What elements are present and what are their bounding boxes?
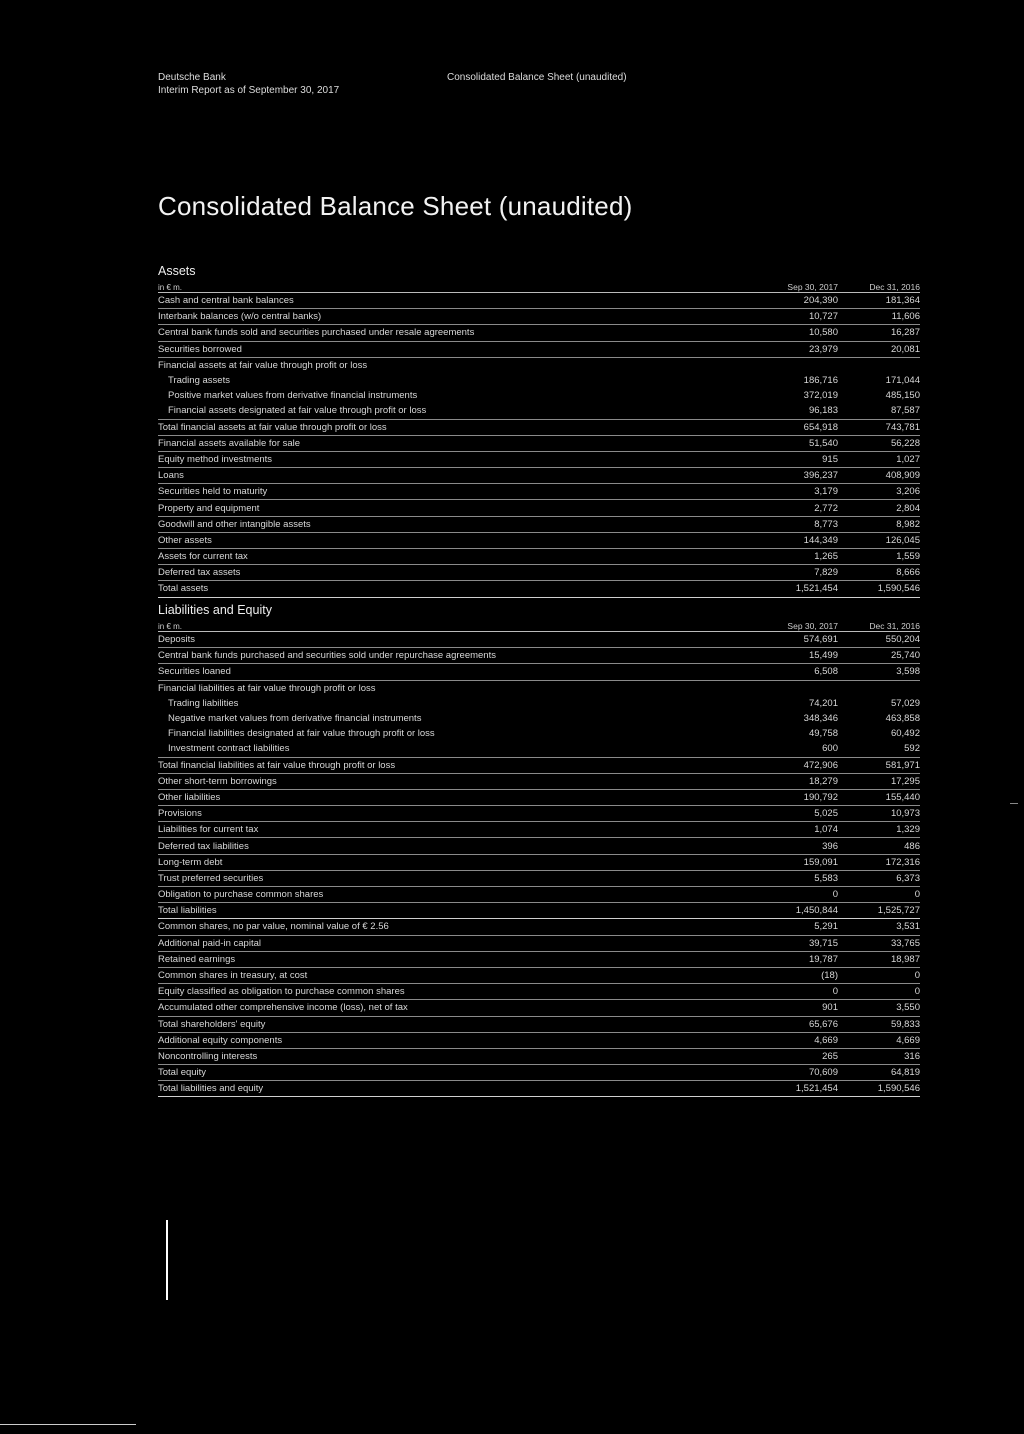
- edge-mark: [1010, 803, 1018, 804]
- column-header-dec-2016: Dec 31, 2016: [869, 282, 920, 292]
- value-dec-2016: 485,150: [885, 390, 920, 402]
- table-row: [158, 373, 920, 388]
- value-dec-2016: 6,373: [896, 872, 920, 884]
- table-row: [158, 871, 920, 887]
- value-sep-2017: 4,669: [814, 1034, 838, 1046]
- table-row: [158, 664, 920, 680]
- row-label: Total equity: [158, 1067, 207, 1079]
- column-header-sep-2017: Sep 30, 2017: [787, 282, 838, 292]
- row-label: Long-term debt: [158, 856, 223, 868]
- value-dec-2016: 581,971: [885, 759, 920, 771]
- value-dec-2016: 550,204: [885, 634, 920, 646]
- row-label: Total liabilities and equity: [158, 1083, 264, 1095]
- table-row: [158, 1000, 920, 1016]
- value-dec-2016: 171,044: [885, 375, 920, 387]
- row-label: Trust preferred securities: [158, 872, 264, 884]
- table-row: [158, 822, 920, 838]
- value-sep-2017: 265: [822, 1050, 838, 1062]
- row-label: Securities borrowed: [158, 343, 242, 355]
- value-sep-2017: 96,183: [808, 405, 838, 417]
- row-label: Trading assets: [168, 375, 230, 387]
- value-dec-2016: 1,525,727: [877, 905, 920, 917]
- value-sep-2017: 19,787: [808, 953, 838, 965]
- row-label: Equity method investments: [158, 453, 273, 465]
- row-label: Equity classified as obligation to purchase common shares: [158, 986, 405, 998]
- value-dec-2016: 126,045: [885, 534, 920, 546]
- value-dec-2016: 0: [914, 889, 920, 901]
- row-label: Financial liabilities designated at fair value through profit or loss: [168, 728, 435, 740]
- table-row: [158, 774, 920, 790]
- column-header-sep-2017: Sep 30, 2017: [787, 621, 838, 631]
- total-row: [158, 903, 920, 919]
- assets-table-header: [158, 279, 920, 293]
- table-row: [158, 1065, 920, 1081]
- value-sep-2017: 2,772: [814, 502, 838, 514]
- value-dec-2016: 743,781: [885, 421, 920, 433]
- page-title: Consolidated Balance Sheet (unaudited): [158, 191, 633, 221]
- value-sep-2017: 5,025: [814, 808, 838, 820]
- assets-section: [158, 263, 920, 598]
- value-dec-2016: 33,765: [890, 937, 920, 949]
- company-name: Deutsche Bank: [158, 72, 226, 83]
- value-dec-2016: 59,833: [890, 1018, 920, 1030]
- table-row: [158, 388, 920, 403]
- value-sep-2017: 574,691: [803, 634, 838, 646]
- value-sep-2017: 372,019: [803, 390, 838, 402]
- value-sep-2017: 18,279: [808, 775, 838, 787]
- row-label: Deposits: [158, 634, 195, 646]
- value-sep-2017: 10,580: [808, 327, 838, 339]
- value-dec-2016: 60,492: [890, 728, 920, 740]
- value-sep-2017: 51,540: [808, 437, 838, 449]
- value-dec-2016: 172,316: [885, 856, 920, 868]
- value-dec-2016: 316: [904, 1050, 920, 1062]
- table-row: [158, 484, 920, 500]
- table-row: [158, 855, 920, 871]
- table-row: [158, 420, 920, 436]
- table-row: [158, 681, 920, 696]
- value-dec-2016: 57,029: [890, 697, 920, 709]
- value-sep-2017: 654,918: [803, 421, 838, 433]
- value-dec-2016: 64,819: [890, 1067, 920, 1079]
- value-dec-2016: 3,598: [896, 666, 920, 678]
- table-row: [158, 468, 920, 484]
- value-sep-2017: 0: [832, 986, 838, 998]
- row-label: Total liabilities: [158, 905, 217, 917]
- value-dec-2016: 1,590,546: [877, 583, 920, 595]
- value-sep-2017: 204,390: [803, 295, 838, 307]
- horizontal-stroke: [0, 1424, 136, 1425]
- table-row: [158, 936, 920, 952]
- value-dec-2016: 155,440: [885, 791, 920, 803]
- row-label: Provisions: [158, 808, 202, 820]
- row-label: Central bank funds sold and securities purchased under resale agreements: [158, 327, 475, 339]
- row-label: Securities held to maturity: [158, 486, 268, 498]
- table-row: [158, 887, 920, 903]
- table-row: [158, 342, 920, 358]
- table-row: [158, 1033, 920, 1049]
- liabilities-heading: Liabilities and Equity: [158, 603, 272, 617]
- value-dec-2016: 486: [904, 840, 920, 852]
- row-label: Total financial liabilities at fair value through profit or loss: [158, 759, 396, 771]
- table-row: [158, 436, 920, 452]
- value-dec-2016: 8,982: [896, 518, 920, 530]
- table-row: [158, 790, 920, 806]
- table-row: [158, 309, 920, 325]
- value-sep-2017: 49,758: [808, 728, 838, 740]
- value-sep-2017: 0: [832, 889, 838, 901]
- table-row: [158, 632, 920, 648]
- value-sep-2017: 1,521,454: [795, 583, 838, 595]
- row-label: Financial assets designated at fair value through profit or loss: [168, 405, 427, 417]
- value-dec-2016: 11,606: [891, 311, 920, 323]
- value-sep-2017: 1,521,454: [795, 1083, 838, 1095]
- table-row: [158, 1017, 920, 1033]
- table-row: [158, 452, 920, 468]
- value-dec-2016: 0: [914, 970, 920, 982]
- row-label: Obligation to purchase common shares: [158, 889, 324, 901]
- unit-label: in € m.: [158, 283, 183, 292]
- value-sep-2017: 186,716: [803, 375, 838, 387]
- value-sep-2017: 600: [822, 743, 838, 755]
- value-dec-2016: 25,740: [890, 650, 920, 662]
- row-label: Noncontrolling interests: [158, 1050, 258, 1062]
- row-label: Common shares, no par value, nominal value of € 2.56: [158, 921, 389, 933]
- row-label: Accumulated other comprehensive income (loss), net of tax: [158, 1002, 408, 1014]
- table-row: [158, 403, 920, 419]
- vertical-stroke: [166, 1220, 168, 1300]
- value-sep-2017: 144,349: [803, 534, 838, 546]
- value-sep-2017: 7,829: [814, 567, 838, 579]
- table-row: [158, 741, 920, 757]
- value-sep-2017: 10,727: [808, 311, 838, 323]
- value-dec-2016: 20,081: [890, 343, 920, 355]
- table-row: [158, 549, 920, 565]
- table-row: [158, 726, 920, 741]
- row-label: Property and equipment: [158, 502, 260, 514]
- table-row: [158, 517, 920, 533]
- table-row: [158, 968, 920, 984]
- row-label: Assets for current tax: [158, 551, 248, 563]
- row-label: Other short-term borrowings: [158, 775, 277, 787]
- row-label: Financial assets available for sale: [158, 437, 301, 449]
- row-label: Total shareholders' equity: [158, 1018, 266, 1030]
- header-left: [158, 71, 339, 97]
- value-dec-2016: 408,909: [885, 470, 920, 482]
- value-dec-2016: 2,804: [896, 502, 920, 514]
- row-label: Securities loaned: [158, 666, 231, 678]
- liabilities-table-header: [158, 618, 920, 632]
- row-label: Retained earnings: [158, 953, 236, 965]
- value-sep-2017: 6,508: [814, 666, 838, 678]
- table-row: [158, 648, 920, 664]
- value-sep-2017: 472,906: [803, 759, 838, 771]
- row-label: Financial assets at fair value through profit or loss: [158, 359, 368, 371]
- value-dec-2016: 0: [914, 986, 920, 998]
- report-name: Interim Report as of September 30, 2017: [158, 85, 340, 96]
- value-sep-2017: 65,676: [808, 1018, 838, 1030]
- table-row: [158, 919, 920, 935]
- value-sep-2017: 3,179: [814, 486, 838, 498]
- value-sep-2017: 396: [822, 840, 838, 852]
- value-dec-2016: 17,295: [890, 775, 920, 787]
- table-row: [158, 1049, 920, 1065]
- row-label: Total financial assets at fair value through profit or loss: [158, 421, 387, 433]
- value-sep-2017: 190,792: [803, 791, 838, 803]
- value-dec-2016: 3,206: [896, 486, 920, 498]
- value-sep-2017: 159,091: [803, 856, 838, 868]
- value-sep-2017: 39,715: [808, 937, 838, 949]
- value-dec-2016: 1,590,546: [877, 1083, 920, 1095]
- unit-label: in € m.: [158, 622, 183, 631]
- value-dec-2016: 1,027: [896, 453, 920, 465]
- value-sep-2017: 23,979: [808, 343, 838, 355]
- value-dec-2016: 463,858: [885, 713, 920, 725]
- row-label: Negative market values from derivative financial instruments: [168, 713, 422, 725]
- column-header-dec-2016: Dec 31, 2016: [869, 621, 920, 631]
- value-sep-2017: 901: [822, 1002, 838, 1014]
- assets-heading: Assets: [158, 264, 196, 278]
- row-label: Deferred tax assets: [158, 567, 241, 579]
- table-row: [158, 293, 920, 309]
- value-sep-2017: 5,583: [814, 872, 838, 884]
- value-dec-2016: 3,531: [896, 921, 920, 933]
- table-row: [158, 358, 920, 373]
- table-row: [158, 325, 920, 341]
- row-label: Additional paid-in capital: [158, 937, 261, 949]
- value-dec-2016: 1,559: [896, 551, 920, 563]
- value-sep-2017: 74,201: [808, 697, 838, 709]
- row-label: Financial liabilities at fair value through profit or loss: [158, 682, 376, 694]
- table-row: [158, 565, 920, 581]
- value-dec-2016: 3,550: [896, 1002, 920, 1014]
- row-label: Common shares in treasury, at cost: [158, 970, 308, 982]
- row-label: Loans: [158, 470, 184, 482]
- value-sep-2017: 1,265: [814, 551, 838, 563]
- table-row: [158, 806, 920, 822]
- value-dec-2016: 18,987: [890, 953, 920, 965]
- row-label: Cash and central bank balances: [158, 295, 294, 307]
- value-dec-2016: 4,669: [896, 1034, 920, 1046]
- value-dec-2016: 56,228: [890, 437, 920, 449]
- row-label: Central bank funds purchased and securities sold under repurchase agreements: [158, 650, 496, 662]
- value-dec-2016: 10,973: [890, 808, 920, 820]
- table-row: [158, 696, 920, 711]
- table-row: [158, 758, 920, 774]
- row-label: Deferred tax liabilities: [158, 840, 249, 852]
- total-row: [158, 1081, 920, 1097]
- table-row: [158, 838, 920, 854]
- value-dec-2016: 8,666: [896, 567, 920, 579]
- value-sep-2017: 15,499: [808, 650, 838, 662]
- value-sep-2017: 8,773: [814, 518, 838, 530]
- row-label: Additional equity components: [158, 1034, 283, 1046]
- row-label: Investment contract liabilities: [168, 743, 290, 755]
- value-dec-2016: 16,287: [890, 327, 920, 339]
- liabilities-section: [158, 602, 920, 1097]
- value-dec-2016: 181,364: [885, 295, 920, 307]
- section-name: Consolidated Balance Sheet (unaudited): [447, 72, 627, 83]
- row-label: Trading liabilities: [168, 697, 239, 709]
- row-label: Other assets: [158, 534, 212, 546]
- row-label: Positive market values from derivative financial instruments: [168, 390, 418, 402]
- total-row: [158, 581, 920, 597]
- value-dec-2016: 592: [904, 743, 920, 755]
- value-sep-2017: (18): [821, 970, 838, 982]
- value-sep-2017: 348,346: [803, 713, 838, 725]
- row-label: Other liabilities: [158, 791, 221, 803]
- table-row: [158, 711, 920, 726]
- value-dec-2016: 1,329: [896, 824, 920, 836]
- row-label: Total assets: [158, 583, 209, 595]
- value-sep-2017: 1,074: [814, 824, 838, 836]
- value-sep-2017: 5,291: [814, 921, 838, 933]
- row-label: Interbank balances (w/o central banks): [158, 311, 322, 323]
- table-row: [158, 952, 920, 968]
- value-dec-2016: 87,587: [890, 405, 920, 417]
- table-row: [158, 533, 920, 549]
- row-label: Goodwill and other intangible assets: [158, 518, 311, 530]
- table-row: [158, 984, 920, 1000]
- value-sep-2017: 1,450,844: [795, 905, 838, 917]
- row-label: Liabilities for current tax: [158, 824, 259, 836]
- value-sep-2017: 70,609: [808, 1067, 838, 1079]
- table-row: [158, 500, 920, 516]
- header-right: [447, 71, 627, 84]
- value-sep-2017: 915: [822, 453, 838, 465]
- value-sep-2017: 396,237: [803, 470, 838, 482]
